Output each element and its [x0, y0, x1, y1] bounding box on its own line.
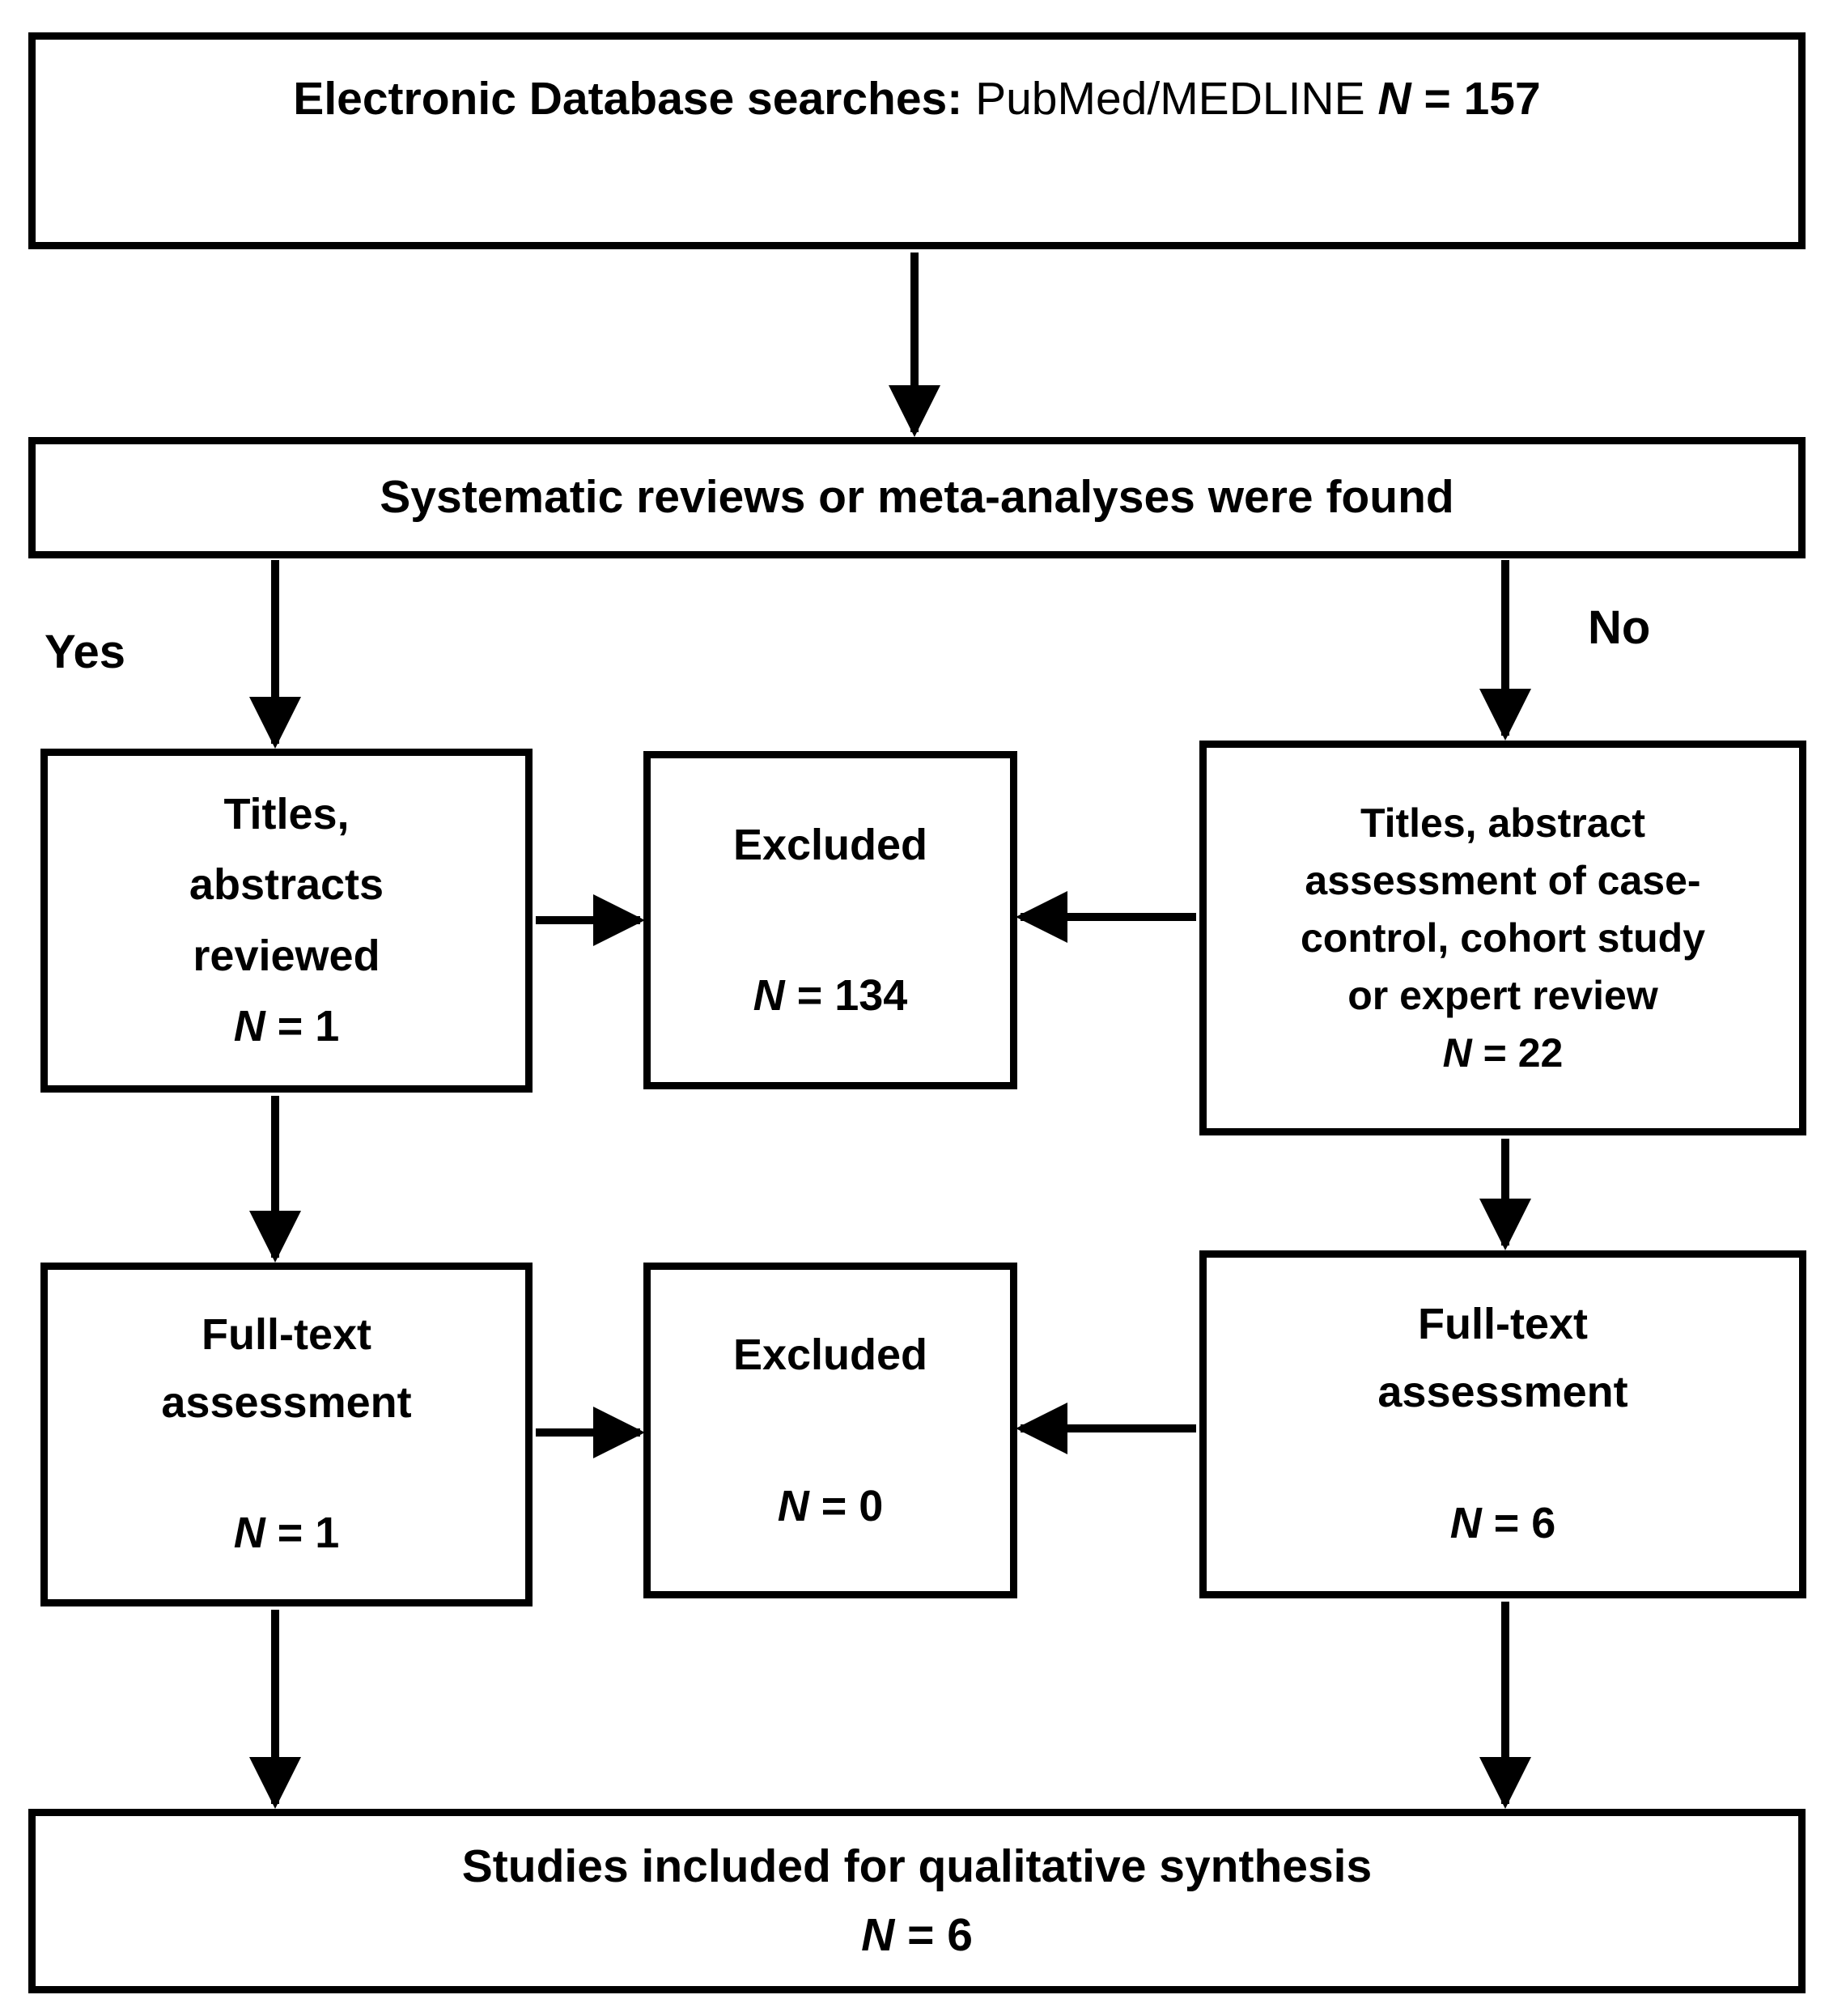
- box-line: Titles, abstract: [1360, 800, 1645, 846]
- box-titles-abstracts-reviewed: [40, 749, 533, 1093]
- box-fulltext-assessment-right: [1199, 1250, 1806, 1598]
- n-symbol: N: [753, 971, 785, 1020]
- database-search-source: PubMed/MEDLINE: [975, 73, 1365, 125]
- n-value: = 1: [277, 1001, 340, 1050]
- decision-text: Systematic reviews or meta-analyses were found: [380, 471, 1454, 524]
- n-symbol: N: [1377, 73, 1411, 125]
- box-line: assessment of case-: [1305, 857, 1701, 903]
- n-value: = 6: [1493, 1498, 1556, 1547]
- n-value: = 6: [907, 1909, 973, 1961]
- box-excluded-0: [643, 1263, 1017, 1598]
- box-line: assessment: [1377, 1368, 1628, 1417]
- box-line: control, cohort study: [1301, 915, 1705, 961]
- no-branch-label: No: [1588, 601, 1651, 654]
- n-symbol: N: [1442, 1029, 1472, 1076]
- n-symbol: N: [861, 1909, 895, 1961]
- box-line: Excluded: [732, 820, 928, 869]
- box-fulltext-assessment-left: [40, 1263, 533, 1606]
- box-n-line: [1443, 1025, 1564, 1082]
- box-line: Full-text: [1418, 1300, 1588, 1349]
- box-line: or expert review: [1347, 972, 1658, 1018]
- box-n-line: [234, 1500, 340, 1568]
- box-excluded-134: [643, 751, 1017, 1089]
- database-search-label: Electronic Database searches:: [293, 73, 963, 125]
- box-line: Titles,: [223, 789, 350, 838]
- n-symbol: N: [777, 1481, 809, 1530]
- n-symbol: N: [233, 1001, 265, 1050]
- box-systematic-reviews-found: [28, 437, 1806, 558]
- n-value: = 134: [796, 971, 908, 1020]
- database-search-text: [293, 62, 1540, 136]
- box-n-line: [861, 1901, 973, 1971]
- n-symbol: N: [233, 1509, 265, 1558]
- box-n-line: [753, 961, 908, 1030]
- box-line: Excluded: [732, 1331, 928, 1380]
- box-line: assessment: [161, 1377, 412, 1427]
- box-line: Full-text: [202, 1309, 371, 1359]
- n-value: = 157: [1424, 73, 1541, 125]
- n-symbol: N: [1449, 1498, 1482, 1547]
- box-n-line: [1450, 1490, 1556, 1558]
- n-value: = 22: [1483, 1029, 1564, 1076]
- box-n-line: [234, 991, 340, 1062]
- box-line: Studies included for qualitative synthesis: [461, 1840, 1373, 1892]
- n-value: = 0: [821, 1481, 884, 1530]
- box-n-line: [778, 1471, 884, 1541]
- box-line: reviewed: [193, 931, 380, 980]
- yes-branch-label: Yes: [45, 626, 125, 678]
- box-titles-abstract-assessment: [1199, 741, 1806, 1135]
- box-electronic-database-searches: [28, 32, 1806, 249]
- box-line: abstracts: [189, 860, 384, 910]
- n-value: = 1: [277, 1509, 340, 1558]
- box-studies-included: [28, 1809, 1806, 1993]
